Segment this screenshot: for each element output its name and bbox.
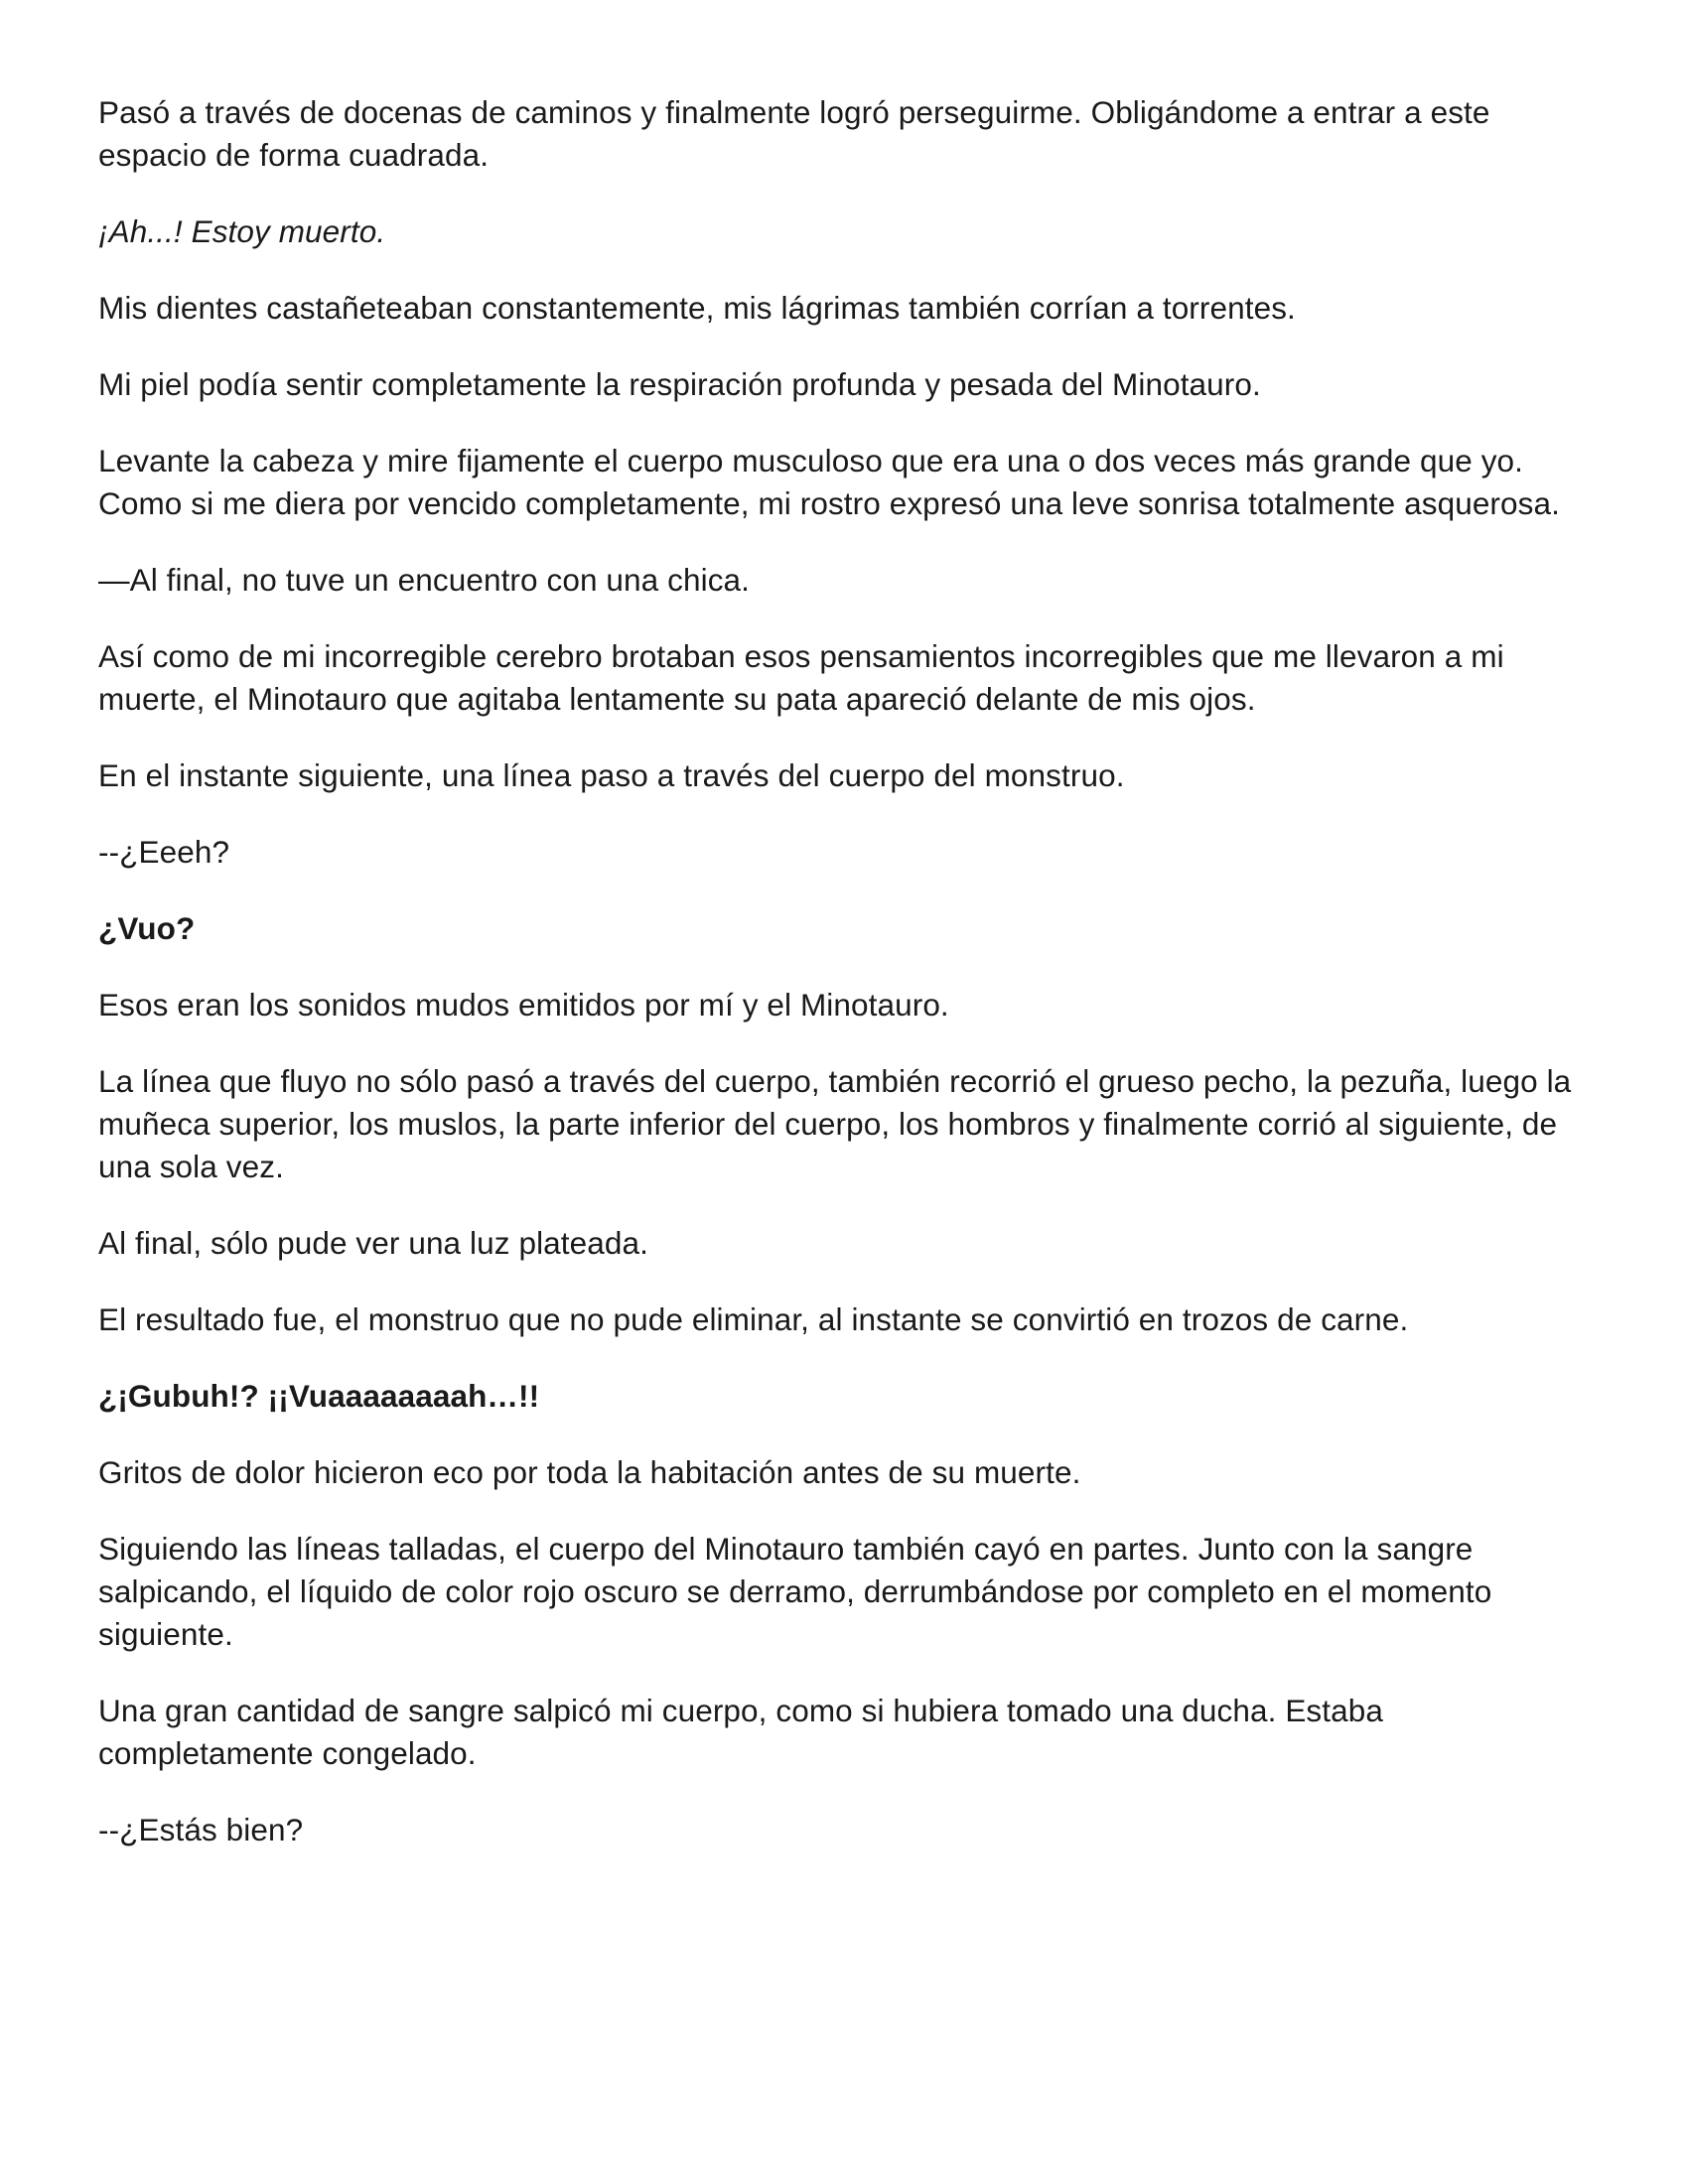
- paragraph: En el instante siguiente, una línea paso a través del cuerpo del monstruo.: [98, 757, 1125, 793]
- paragraph: Pasó a través de docenas de caminos y finalmente logró perseguirme. Obligándome a entrar a este espacio de forma cuadrada.: [98, 94, 1490, 173]
- paragraph: Gritos de dolor hicieron eco por toda la habitación antes de su muerte.: [98, 1454, 1081, 1490]
- paragraph: --¿Eeeh?: [98, 834, 230, 870]
- paragraph: Al final, sólo pude ver una luz plateada.: [98, 1225, 648, 1261]
- paragraph-italic: ¡Ah...! Estoy muerto.: [98, 213, 386, 249]
- paragraph: Esos eran los sonidos mudos emitidos por mí y el Minotauro.: [98, 987, 949, 1023]
- paragraph: Siguiendo las líneas talladas, el cuerpo del Minotauro también cayó en partes. Junto con la sangre salpicando, el líquido de color rojo oscuro se derramo, derrumbándose por completo en el momento siguiente.: [98, 1531, 1492, 1652]
- paragraph: La línea que fluyo no sólo pasó a través del cuerpo, también recorrió el grueso pecho, la pezuña, luego la muñeca superior, los muslos, la parte inferior del cuerpo, los hombros y finalmente corrió al siguiente, de una sola vez.: [98, 1063, 1572, 1184]
- paragraph: Una gran cantidad de sangre salpicó mi cuerpo, como si hubiera tomado una ducha. Estaba completamente congelado.: [98, 1693, 1383, 1771]
- paragraph: El resultado fue, el monstruo que no pude eliminar, al instante se convirtió en trozos de carne.: [98, 1301, 1409, 1337]
- document-page: [98, 91, 1588, 1885]
- paragraph: Así como de mi incorregible cerebro brotaban esos pensamientos incorregibles que me llevaron a mi muerte, el Minotauro que agitaba lentamente su pata apareció delante de mis ojos.: [98, 638, 1504, 717]
- paragraph-bold: ¿Vuo?: [98, 910, 196, 946]
- paragraph: Levante la cabeza y mire fijamente el cuerpo musculoso que era una o dos veces más grande que yo. Como si me diera por vencido completamente, mi rostro expresó una leve sonrisa totalmente asquerosa.: [98, 443, 1560, 521]
- paragraph: Mi piel podía sentir completamente la respiración profunda y pesada del Minotauro.: [98, 366, 1261, 402]
- paragraph: Mis dientes castañeteaban constantemente, mis lágrimas también corrían a torrentes.: [98, 290, 1296, 326]
- paragraph: --¿Estás bien?: [98, 1812, 304, 1847]
- paragraph-bold: ¿¡Gubuh!? ¡¡Vuaaaaaaaah…!!: [98, 1378, 540, 1414]
- paragraph: —Al final, no tuve un encuentro con una chica.: [98, 562, 751, 598]
